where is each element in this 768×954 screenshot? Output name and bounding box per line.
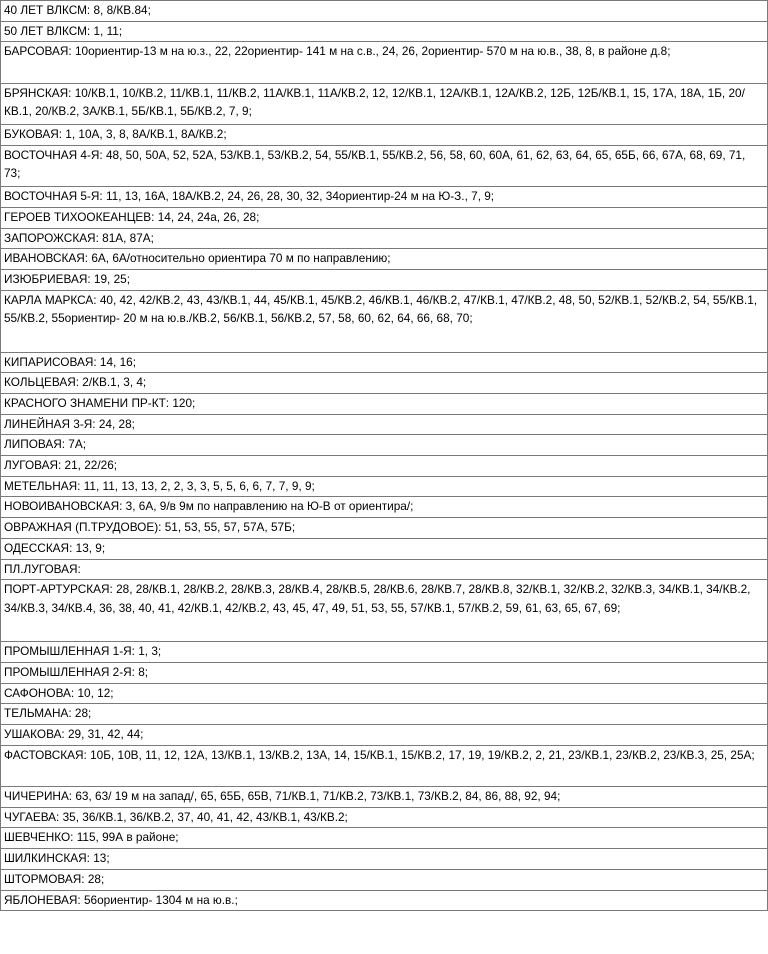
address-table-body	[1, 1, 768, 911]
table-row	[1, 21, 768, 42]
table-cell: ПЛ.ЛУГОВАЯ:	[1, 559, 768, 580]
table-row	[1, 456, 768, 477]
table-row	[1, 538, 768, 559]
table-cell: КИПАРИСОВАЯ: 14, 16;	[1, 352, 768, 373]
table-cell: ЯБЛОНЕВАЯ: 56ориентир- 1304 м на ю.в.;	[1, 890, 768, 911]
table-cell: 40 ЛЕТ ВЛКСМ: 8, 8/КВ.84;	[1, 1, 768, 22]
table-row	[1, 394, 768, 415]
table-row	[1, 476, 768, 497]
table-row	[1, 890, 768, 911]
table-cell: ШИЛКИНСКАЯ: 13;	[1, 849, 768, 870]
table-row	[1, 290, 768, 352]
table-row	[1, 145, 768, 186]
table-row	[1, 828, 768, 849]
table-cell: ЛИПОВАЯ: 7А;	[1, 435, 768, 456]
table-cell: ВОСТОЧНАЯ 4-Я: 48, 50, 50А, 52, 52А, 53/КВ.1, 53/КВ.2, 54, 55/КВ.1, 55/КВ.2, 56, 58, 60, 60А, 61, 62, 63, 64, 65, 65Б, 66, 67А, 68, 69, 71, 73;	[1, 145, 768, 186]
table-cell: ИЗЮБРИЕВАЯ: 19, 25;	[1, 269, 768, 290]
table-row	[1, 187, 768, 208]
table-row	[1, 249, 768, 270]
table-row	[1, 125, 768, 146]
table-cell: ЗАПОРОЖСКАЯ: 81А, 87А;	[1, 228, 768, 249]
table-cell: НОВОИВАНОВСКАЯ: 3, 6А, 9/в 9м по направлению на Ю-В от ориентира/;	[1, 497, 768, 518]
table-cell: 50 ЛЕТ ВЛКСМ: 1, 11;	[1, 21, 768, 42]
table-cell: ОВРАЖНАЯ (П.ТРУДОВОЕ): 51, 53, 55, 57, 57А, 57Б;	[1, 518, 768, 539]
table-row	[1, 414, 768, 435]
table-row	[1, 807, 768, 828]
table-cell: САФОНОВА: 10, 12;	[1, 683, 768, 704]
table-cell: БАРСОВАЯ: 10ориентир-13 м на ю.з., 22, 22ориентир- 141 м на с.в., 24, 26, 2ориентир- 570 м на ю.в., 38, 8, в районе д.8;	[1, 42, 768, 83]
table-row	[1, 559, 768, 580]
table-row	[1, 869, 768, 890]
table-cell: КОЛЬЦЕВАЯ: 2/КВ.1, 3, 4;	[1, 373, 768, 394]
table-cell: ТЕЛЬМАНА: 28;	[1, 704, 768, 725]
table-cell: ПРОМЫШЛЕННАЯ 1-Я: 1, 3;	[1, 642, 768, 663]
table-cell: ШЕВЧЕНКО: 115, 99А в районе;	[1, 828, 768, 849]
table-cell: ШТОРМОВАЯ: 28;	[1, 869, 768, 890]
table-row	[1, 662, 768, 683]
table-cell: УШАКОВА: 29, 31, 42, 44;	[1, 724, 768, 745]
table-row	[1, 435, 768, 456]
table-row	[1, 787, 768, 808]
table-cell: ЧИЧЕРИНА: 63, 63/ 19 м на запад/, 65, 65Б, 65В, 71/КВ.1, 71/КВ.2, 73/КВ.1, 73/КВ.2, 84, 86, 88, 92, 94;	[1, 787, 768, 808]
table-row	[1, 518, 768, 539]
table-cell: БРЯНСКАЯ: 10/КВ.1, 10/КВ.2, 11/КВ.1, 11/КВ.2, 11А/КВ.1, 11А/КВ.2, 12, 12/КВ.1, 12А/КВ.1, 12А/КВ.2, 12Б, 12Б/КВ.1, 15, 17А, 18А, 1Б, 20/КВ.1, 20/КВ.2, 3А/КВ.1, 5Б/КВ.1, 5Б/КВ.2, 7, 9;	[1, 83, 768, 124]
table-cell: ИВАНОВСКАЯ: 6А, 6А/относительно ориентира 70 м по направлению;	[1, 249, 768, 270]
table-cell: ЛИНЕЙНАЯ 3-Я: 24, 28;	[1, 414, 768, 435]
table-cell: ЛУГОВАЯ: 21, 22/26;	[1, 456, 768, 477]
table-row	[1, 373, 768, 394]
table-cell: ОДЕССКАЯ: 13, 9;	[1, 538, 768, 559]
table-row	[1, 83, 768, 124]
table-row	[1, 1, 768, 22]
table-cell: ЧУГАЕВА: 35, 36/КВ.1, 36/КВ.2, 37, 40, 41, 42, 43/КВ.1, 43/КВ.2;	[1, 807, 768, 828]
table-row	[1, 683, 768, 704]
table-cell: ПРОМЫШЛЕННАЯ 2-Я: 8;	[1, 662, 768, 683]
table-row	[1, 497, 768, 518]
table-cell: МЕТЕЛЬНАЯ: 11, 11, 13, 13, 2, 2, 3, 3, 5, 5, 6, 6, 7, 7, 9, 9;	[1, 476, 768, 497]
table-row	[1, 704, 768, 725]
table-row	[1, 849, 768, 870]
table-row	[1, 724, 768, 745]
table-row	[1, 228, 768, 249]
table-cell: ГЕРОЕВ ТИХООКЕАНЦЕВ: 14, 24, 24а, 26, 28;	[1, 207, 768, 228]
table-cell: ФАСТОВСКАЯ: 10Б, 10В, 11, 12, 12А, 13/КВ.1, 13/КВ.2, 13А, 14, 15/КВ.1, 15/КВ.2, 17, 19, 19/КВ.2, 2, 21, 23/КВ.1, 23/КВ.2, 23/КВ.3, 25, 25А;	[1, 745, 768, 786]
table-row	[1, 352, 768, 373]
table-cell: БУКОВАЯ: 1, 10А, 3, 8, 8А/КВ.1, 8А/КВ.2;	[1, 125, 768, 146]
table-row	[1, 207, 768, 228]
table-row	[1, 580, 768, 642]
table-cell: КАРЛА МАРКСА: 40, 42, 42/КВ.2, 43, 43/КВ.1, 44, 45/КВ.1, 45/КВ.2, 46/КВ.1, 46/КВ.2, 47/КВ.1, 47/КВ.2, 48, 50, 52/КВ.1, 52/КВ.2, 54, 55/КВ.1, 55/КВ.2, 55ориентир- 20 м на ю.в./КВ.2, 56/КВ.1, 56/КВ.2, 57, 58, 60, 62, 64, 66, 68, 70;	[1, 290, 768, 352]
table-row	[1, 745, 768, 786]
table-row	[1, 42, 768, 83]
table-row	[1, 269, 768, 290]
table-cell: ВОСТОЧНАЯ 5-Я: 11, 13, 16А, 18А/КВ.2, 24, 26, 28, 30, 32, 34ориентир-24 м на Ю-З., 7, 9;	[1, 187, 768, 208]
table-row	[1, 642, 768, 663]
table-cell: КРАСНОГО ЗНАМЕНИ ПР-КТ: 120;	[1, 394, 768, 415]
table-cell: ПОРТ-АРТУРСКАЯ: 28, 28/КВ.1, 28/КВ.2, 28/КВ.3, 28/КВ.4, 28/КВ.5, 28/КВ.6, 28/КВ.7, 28/КВ.8, 32/КВ.1, 32/КВ.2, 32/КВ.3, 34/КВ.1, 34/КВ.2, 34/КВ.3, 34/КВ.4, 36, 38, 40, 41, 42/КВ.1, 42/КВ.2, 43, 45, 47, 49, 51, 53, 55, 57/КВ.1, 57/КВ.2, 59, 61, 63, 65, 67, 69;	[1, 580, 768, 642]
